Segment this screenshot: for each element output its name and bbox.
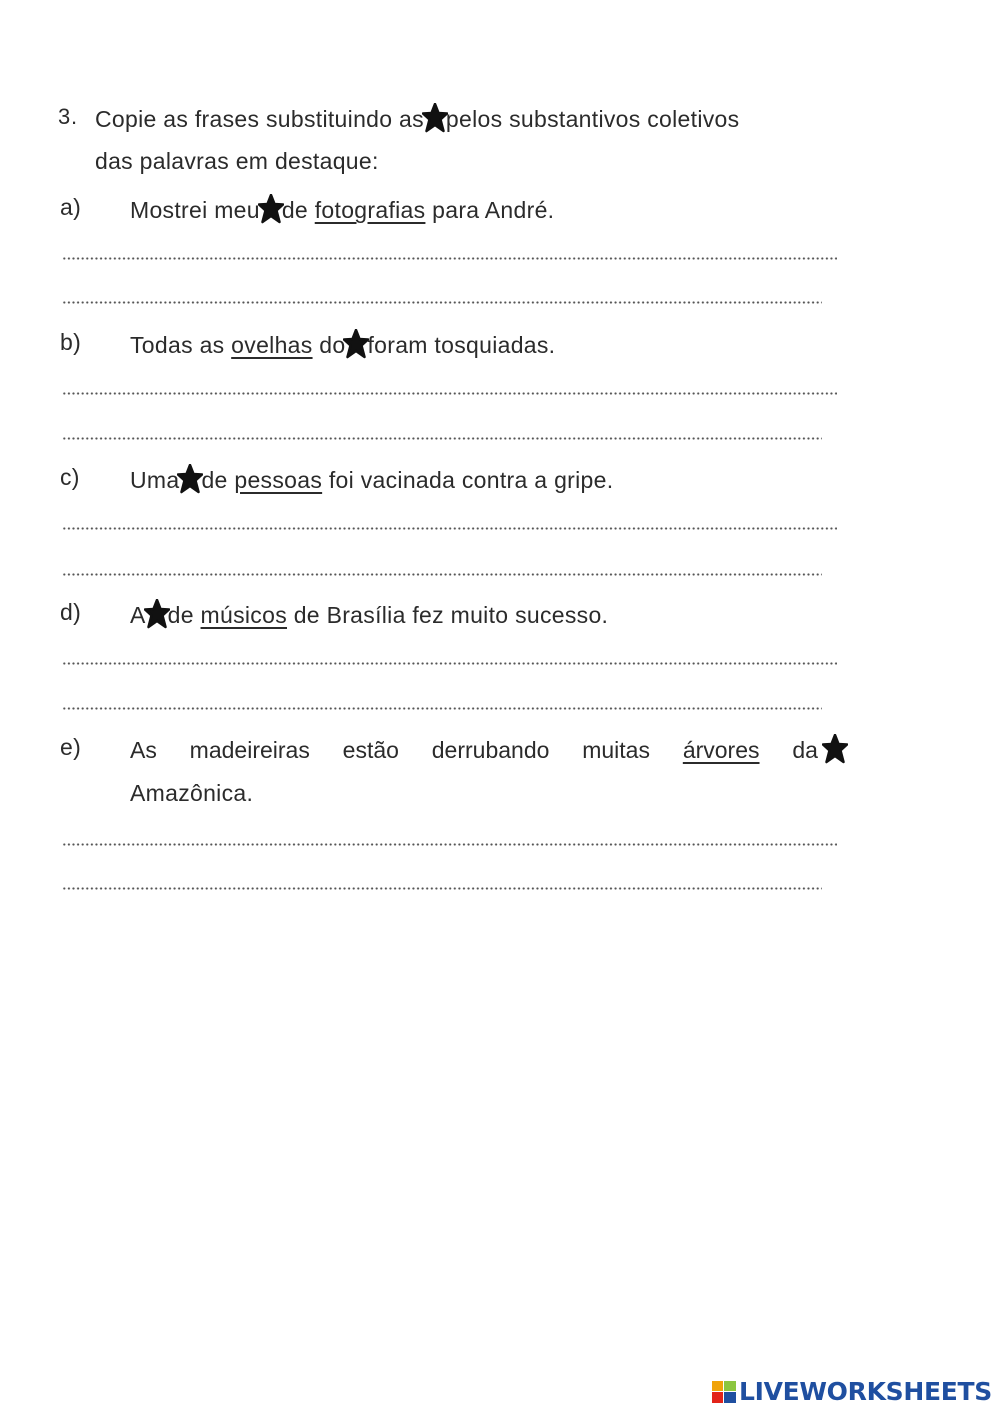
sentence-c: Uma de pessoas foi vacinada contra a gripe.	[130, 464, 613, 494]
instruction-line-1: Copie as frases substituindo as pelos substantivos coletivos	[95, 103, 739, 133]
answer-line[interactable]	[62, 662, 837, 665]
sentence-a: Mostrei meu de fotografias para André.	[130, 194, 554, 224]
answer-line[interactable]	[62, 437, 822, 440]
item-letter-d: d)	[60, 599, 82, 625]
item-letter-b: b)	[60, 329, 82, 355]
answer-line[interactable]	[62, 573, 822, 576]
answer-line[interactable]	[62, 527, 837, 530]
highlight-word: músicos	[200, 602, 287, 628]
answer-line[interactable]	[62, 707, 822, 710]
item-letter-a: a)	[60, 194, 82, 220]
sentence-e-line-1: As madeireiras estão derrubando muitas árvores da	[130, 734, 846, 764]
star-icon	[258, 194, 284, 224]
item-letter-e: e)	[60, 734, 82, 760]
logo-text: LIVEWORKSHEETS	[738, 1377, 992, 1406]
answer-line[interactable]	[62, 301, 822, 304]
question-number-dot: .	[71, 104, 78, 129]
star-icon	[144, 599, 170, 629]
answer-line[interactable]	[62, 843, 837, 846]
item-letter-c: c)	[60, 464, 80, 490]
highlight-word: pessoas	[234, 467, 323, 493]
star-icon	[422, 103, 448, 133]
star-icon	[822, 734, 848, 764]
sentence-e-line-2: Amazônica.	[130, 780, 254, 806]
answer-line[interactable]	[62, 392, 837, 395]
answer-line[interactable]	[62, 887, 822, 890]
liveworksheets-logo[interactable]	[712, 1377, 992, 1406]
star-icon	[177, 464, 203, 494]
sentence-d: A de músicos de Brasília fez muito sucesso.	[130, 599, 608, 629]
highlight-word: árvores	[682, 737, 760, 763]
sentence-b: Todas as ovelhas do foram tosquiadas.	[130, 329, 555, 359]
highlight-word: ovelhas	[231, 332, 313, 358]
logo-mark-icon	[712, 1381, 736, 1403]
star-icon	[343, 329, 369, 359]
instruction-line-2: das palavras em destaque:	[95, 148, 379, 174]
highlight-word: fotografias	[314, 197, 426, 223]
answer-line[interactable]	[62, 257, 837, 260]
question-number: 3	[58, 104, 71, 129]
